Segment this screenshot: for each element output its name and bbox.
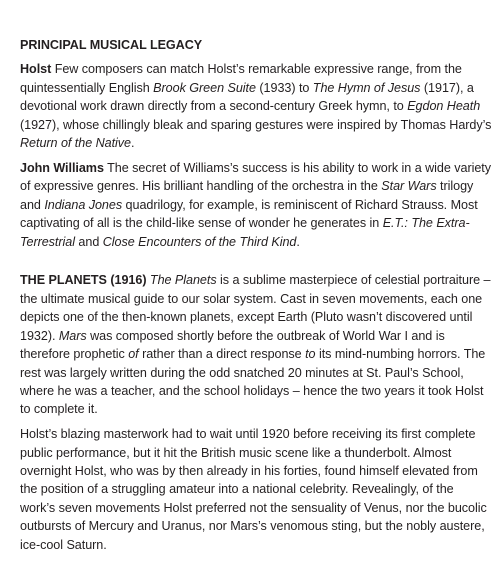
holst-text-3: (1917), a devotional work drawn directly from a second-century Greek hymn, to: [20, 80, 474, 114]
emphasis-of: of: [128, 347, 139, 362]
williams-text-2: trilogy and: [20, 179, 474, 212]
work-et: E.T.: The Extra-Terrestrial: [20, 216, 470, 249]
work-return-of-the-native: Return of the Native: [20, 136, 132, 151]
holst-text-1: Few composers can match Holst’s remarkable expressive range, from the quintessentially English: [20, 62, 462, 95]
planets-text-4: its mind-numbing horrors. The rest was largely written during the odd snatched 20 minutes at St. Paul’s School, where he was a teacher, and the school holidays – hence the two years it took Holst to complete it.: [20, 347, 486, 417]
williams-text-3: quadrilogy, for example, is reminiscent of Richard Strauss. Most captivating of all is the child-like sense of wonder he generates in: [20, 197, 478, 231]
planets-paragraph-1: [20, 271, 492, 418]
planets-text-3: rather than a direct response: [138, 347, 306, 362]
planets-heading: THE PLANETS (1916): [20, 273, 147, 288]
work-indiana-jones: Indiana Jones: [44, 197, 123, 212]
holst-paragraph: [20, 60, 492, 152]
work-hymn-of-jesus: The Hymn of Jesus: [312, 80, 421, 95]
work-mars: Mars: [58, 328, 87, 343]
planets-text-1: is a sublime masterpiece of celestial portraiture – the ultimate musical guide to our solar system. Cast in seven movements, each one depicts one of the then-known planets, except Earth (Pluto wasn’t discovered until 1932).: [20, 273, 491, 343]
section-spacer: [20, 257, 492, 271]
holst-text-2: (1933) to: [255, 80, 313, 95]
booklet-page: [20, 36, 492, 561]
work-the-planets: The Planets: [149, 273, 217, 288]
williams-text-4: and: [74, 234, 103, 249]
work-brook-green-suite: Brook Green Suite: [153, 80, 256, 95]
williams-name: John Williams: [20, 160, 104, 175]
williams-text-1: The secret of Williams’s success is his ability to work in a wide variety of expressive genres. His brilliant handling of the orchestra in the: [20, 160, 491, 194]
holst-name: Holst: [20, 62, 52, 77]
williams-paragraph: [20, 159, 492, 251]
williams-text-5: .: [296, 234, 300, 249]
planets-text-2: was composed shortly before the outbreak of World War I and is therefore prophetic: [20, 328, 445, 362]
legacy-heading: PRINCIPAL MUSICAL LEGACY: [20, 38, 203, 52]
work-egdon-heath: Egdon Heath: [407, 99, 481, 114]
work-star-wars: Star Wars: [381, 179, 437, 194]
planets-paragraph-2: Holst’s blazing masterwork had to wait until 1920 before receiving its first complete public performance, but it hit the British music scene like a thunderbolt. Almost overnight Holst, who was by then already in his forties, found himself elevated from the position of a struggling amateur into a national celebrity. Revealingly, of the work’s seven movements Holst preferred not the sensuality of Venus, nor the bucolic outbursts of Mercury and Uranus, nor Mars’s venomous sting, but the nobly austere, ice-cool Saturn.: [20, 427, 487, 552]
work-close-encounters: Close Encounters of the Third Kind: [102, 234, 297, 249]
holst-text-5: .: [131, 136, 135, 151]
emphasis-to: to: [305, 347, 316, 362]
holst-text-4: (1927), whose chillingly bleak and sparing gestures were inspired by Thomas Hardy’s: [20, 117, 492, 132]
